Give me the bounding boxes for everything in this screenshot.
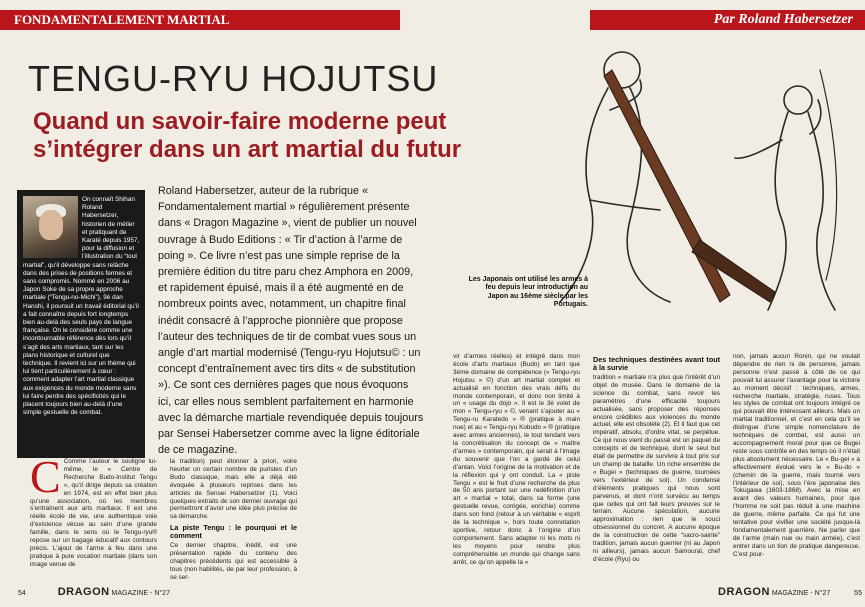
footer-right — [718, 586, 862, 598]
magazine-brand-right: DRAGON — [718, 586, 770, 598]
footer-left — [18, 586, 170, 598]
page-number-left: 54 — [18, 590, 26, 597]
figure-body — [560, 88, 608, 302]
section-heading: La piste Tengu : le pourquoi et le comment — [170, 523, 297, 541]
article-column-1 — [30, 458, 157, 593]
magazine-issue-left: MAGAZINE - N°27 — [111, 590, 170, 597]
article-column-2 — [170, 458, 297, 593]
article-intro: Roland Habersetzer, auteur de la rubrique « Fondamentalement martial » régulièrement présente dans « Dragon Magazine », vient de publier un nouvel ouvrage à Budo Editions : « Tir d’action à l’arme de poing ». Ce livre n’est pas une simple reprise de la première édition du titre paru chez Amphora en 2009, et rapidement épuisé, mais il a été augmenté en de nombreux points avec, notamment, un chapitre final inédit consacré à l’approche pionnière que propose l’auteur des techniques de tir de combat vues sous un angle d’art martial modernisé (Tengu-ryu Hojutsu© : un concept d’entraînement avec tirs dits « de substitution »). Ce sont ces dernières pages que nous évoquons ici, car elles nous semblent parfaitement en harmonie avec la démarche martiale revendiquée depuis toujours par Sensei Habersetzer comme avec la ligne éditoriale de ce magazine. — [158, 185, 424, 457]
figure-head — [784, 86, 812, 114]
author-header-right: Par Roland Habersetzer — [590, 10, 865, 30]
author-photo — [23, 196, 78, 258]
column-1-text: Comme l’auteur le souligne lui-même, le « Centre de Recherche Budo-Institut Tengu », qu’il dirige depuis sa création en 1974, est en effet bien plus qu’une association, où les membres s’entraînent aux arts martiaux. Il est une réelle école de vie, une authentique voie d’existence vécue au sein d’une grande famille, dans le sens où le Tengu-ryu® repose sur un bagage éducatif aux contours précis. L’ajout de l’arme à feu dans une pratique à pure vocation martiale (dans son image venue de — [30, 458, 157, 568]
section-heading: Des techniques destinées avant tout à la survie — [593, 355, 720, 372]
magazine-brand-left: DRAGON — [57, 586, 110, 598]
matchlock-rifle — [604, 70, 775, 302]
section-text: Ce dernier chapitre, inédit, est une présentation rapide du contenu des chapitres précédents qui est accessible à tous (non habilités, de par leur profession, à se ser- — [170, 542, 297, 581]
section-header-left: FONDAMENTALEMENT MARTIAL — [0, 10, 400, 30]
article-column-3 — [453, 353, 580, 585]
image-caption: Les Japonais ont utilisé les armes à feu depuis leur introduction au Japon au 16ème siècle par les Portugais. — [468, 276, 588, 309]
article-subtitle: Quand un savoir-faire moderne peut s’intégrer dans un art martial du futur — [33, 108, 462, 163]
column-4-text: tradition » martiale n’a plus que l’intérêt d’un objet de musée. Dans le domaine de la science du combat, sans revoir les paramètres d’une efficacité toujours actualisée, sans proposer des réponses encore crédibles aux violences du monde actuel, elle est obsolète (2). Et il faut que cet impératif, absolu, d’ordre vital, se perpétue. Ce qui nous vient du passé est un paquet de concepts et de technique, dont le seul but était de permettre de survivre à tout prix sur un champ de bataille. Un riche ensemble de « Bugei » (techniques de guerre, tournées vers l’extérieur de soi). Un condensé d’éléments pratiques qui nous sont parvenus, et dont n’ont survécu au temps que celles qui ont fait leurs preuves sur le terrain. Aucune spéculation, aucune approximation : rien que le souci obsessionnel du concret. A aucune époque de la construction de cette “sacro-sainte” tradition, jamais aucun guerrier (ni au Japon ni ailleurs), jamais aucun Samouraï, chef d’école (Ryu) ou — [593, 374, 720, 563]
drop-cap: C — [30, 458, 61, 502]
article-column-5 — [733, 353, 860, 585]
article-column-4 — [593, 353, 720, 585]
column-3-text: vir d’armes réelles) et intégré dans mon école d’arts martiaux (Budo) en tant que 3ème domaine de compétence (« Tengu-ryu Hojutsu » ©) d’un art martial complet et actualisé en fonction des vrais défis du monde contemporain, et donc non limité à un « usage du dojo ». Il est le 3è volet de mon « Tengu-ryu » ©, venant s’ajouter au « Tengu-ru Karatedo » ® (pratique à main nue) et au « Tengu-ryu Kobudo » ® (pratique avec armes anciennes), le tout tendant vers la concrétisation du concept de « maître d’armes » contemporain, qui serait à l’image du souvenir que l’on a gardé de celui d’antan. Voici l’origine de la motivation et de la réflexion qui y ont conduit. La « piste Tengu » est le fruit d’une recherche de plus de 50 ans portant sur une redéfinition d’un art « martial » total, dans sa forme (une gestuelle revue, corrigée, enrichie) comme dans son fond (retour à un véritable « esprit de la technique », hors toute connotation sportive, retour donc à l’origine d’un comportement. Sans adapter ni les mots ni les moyens pour rendre plus compréhensible un monde qui change sans arrêt, ce qu’on appelle la « — [453, 353, 580, 566]
article-title: TENGU-RYU HOJUTSU — [28, 58, 439, 99]
column-2-text: la tradition) peut étonner à priori, voire heurter un certain nombre de puristes d’un Budo classique, mais elle a déjà été évoquée à plusieurs reprises dans les articles de Sensei Habersetzer (1). Voici quelques extraits de son dernier ouvrage qui permettront d’avoir une idée plus précise de sa démarche. — [170, 458, 297, 521]
column-5-text: non, jamais aucun Ronin, qui ne voulait dépendre de rien ni de personne, jamais personne n’est passé à côté de ce qui pouvait lui assurer l’avantage pour la victoire au moment décisif : techniques, armes, recherche martiale, stratégie, ruses. Tous les styles de combat ont toujours intégré ce qui pouvait être intéressant ailleurs. Mais un martial traditionnel, et c’est en cela qu’il se distingue d’une simple nomenclature de techniques de combat, est aussi un accompagnement moral pour que ce Bugei reste sous contrôle en des temps où il n’était plus absolument nécessaire. Le « Bu-gei » a effectivement évolué vers le « Bu-do » (chemin de la guerre, mais tourné vers l’intérieur de soi), sous l’ère japonaise des Tokugawa (1603-1868). Avec la mise en avant des valeurs humaines, pour que l’homme ne soit pas réduit à une machine de guerre, même parfaite. Ce qui fut une tentative pour vivifier une société jusque-là fondamentalement guerrière. Ne parler que de l’arme (main nue ou main armée), c’est entrer dans un tion de pratique dangereuse. C’est pour- — [733, 353, 860, 558]
author-bio-box — [17, 190, 145, 458]
author-bio-text: On connaît Shihan Roland Habersetzer, historien de métier et pratiquant de Karaté depuis 1957, pour la diffusion et l’illustration du “tout martial”, qu’il développe sans relâche dans des prises de positions fermes et sans compromis. Nommé en 2006 au Japon Soke de sa propre approche martiale (“Tengu-no-Michi”), 9è dan Hanshi, il poursuit un travail éditorial qu’il a fait connaître depuis fort longtemps bien au-delà des seuls pays de langue française. On le considère comme une incontournable référence dès lors qu’il s’agit des arts martiaux, tant sur les plans historique et culturel que technique. Il revient ici sur un thème qui lui tient particulièrement à cœur : comment adapter l’art martial classique aux exigences du monde moderne sans lui faire perdre des spécificités qui le placent toujours bien au-delà d’une simple gestuelle de combat. — [23, 196, 140, 417]
page-number-right: 55 — [854, 590, 862, 597]
magazine-issue-right: MAGAZINE - N°27 — [771, 590, 831, 597]
